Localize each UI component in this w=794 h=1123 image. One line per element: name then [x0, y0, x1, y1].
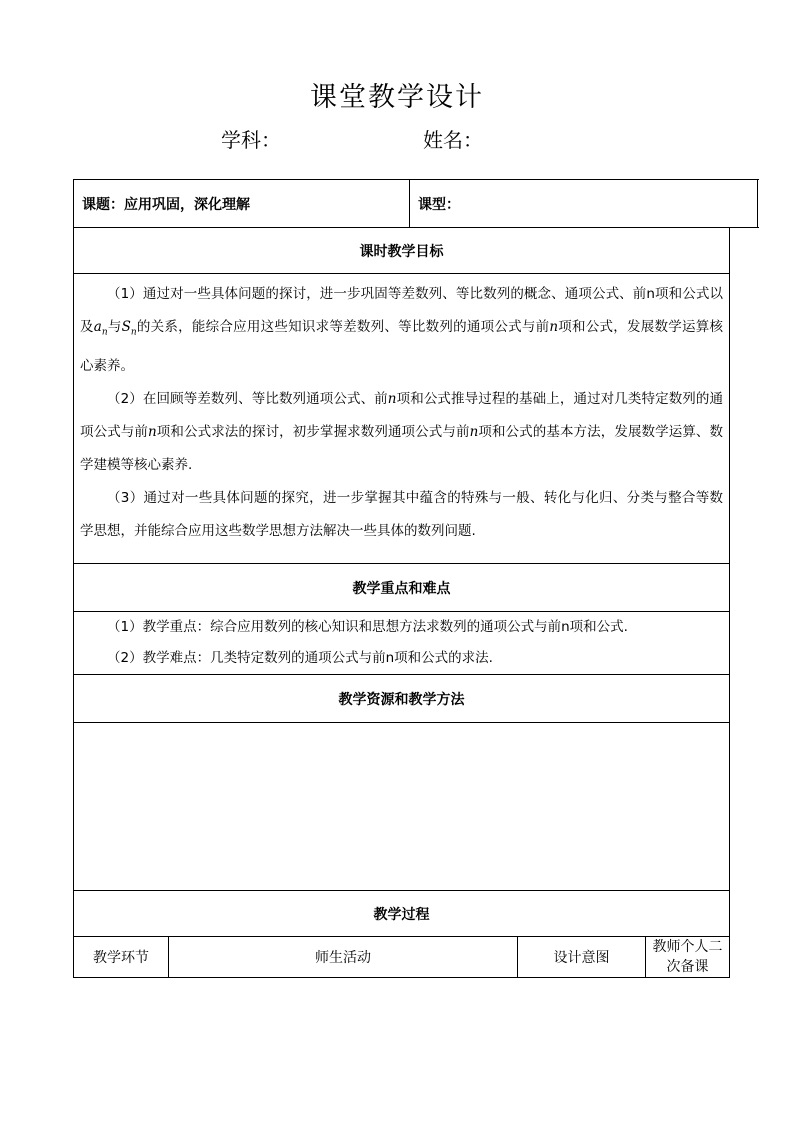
document-title: 课堂教学设计 — [310, 82, 484, 113]
topic-row — [74, 180, 758, 228]
name-label: 姓名： — [423, 128, 483, 152]
goals-title: 课时教学目标 — [74, 228, 730, 274]
column-intent: 设计意图 — [518, 937, 646, 978]
process-header-row — [74, 937, 730, 978]
keypoint-paragraph-1: （1）教学重点：综合应用数列的核心知识和思想方法求数列的通项公式与前n项和公式. — [107, 619, 628, 635]
keypoints-title: 教学重点和难点 — [74, 564, 730, 612]
goals-content — [74, 274, 730, 564]
lesson-plan-body — [73, 227, 730, 978]
resources-content — [74, 723, 730, 891]
goal-paragraph-3: （3）通过对一些具体问题的探究，进一步掌握其中蕴含的特殊与一般、转化与化归、分类与整合等数学思想，并能综合应用这些数学思想方法解决一些具体的数列问题. — [80, 489, 723, 539]
subject-label: 学科： — [221, 128, 281, 152]
keypoints-content — [74, 612, 730, 675]
column-stage: 教学环节 — [74, 937, 169, 978]
goal-paragraph-1: （1）通过对一些具体问题的探讨，进一步巩固等差数列、等比数列的概念、通项公式、前n项和公式以及$a_n$与$S_n$的关系，能综合应用这些知识求等差数列、等比数列的通项公式与前n项和公式，发展数学运算核心素养。 — [80, 286, 724, 374]
resources-title-row — [74, 675, 730, 723]
process-title: 教学过程 — [74, 891, 730, 937]
column-activities: 师生活动 — [169, 937, 518, 978]
type-label: 课型： — [418, 196, 460, 213]
topic-cell — [74, 180, 410, 228]
keypoint-paragraph-2: （2）教学难点：几类特定数列的通项公式与前n项和公式的求法. — [107, 650, 493, 666]
column-teacher-notes: 教师个人二次备课 — [646, 937, 730, 978]
process-title-row — [74, 891, 730, 937]
type-cell — [410, 180, 758, 228]
resources-title: 教学资源和教学方法 — [74, 675, 730, 723]
resources-content-row — [74, 723, 730, 891]
topic-label: 课题：应用巩固，深化理解 — [82, 196, 250, 213]
goals-title-row — [74, 228, 730, 274]
keypoints-content-row — [74, 612, 730, 675]
lesson-plan-table — [73, 179, 758, 228]
keypoints-title-row — [74, 564, 730, 612]
goals-content-row — [74, 274, 730, 564]
goal-paragraph-2: （2）在回顾等差数列、等比数列通项公式、前n项和公式推导过程的基础上，通过对几类特定数列的通项公式与前n项和公式求法的探讨，初步掌握求数列通项公式与前n项和公式的基本方法，发展数学运算、数学建模等核心素养. — [80, 390, 724, 473]
